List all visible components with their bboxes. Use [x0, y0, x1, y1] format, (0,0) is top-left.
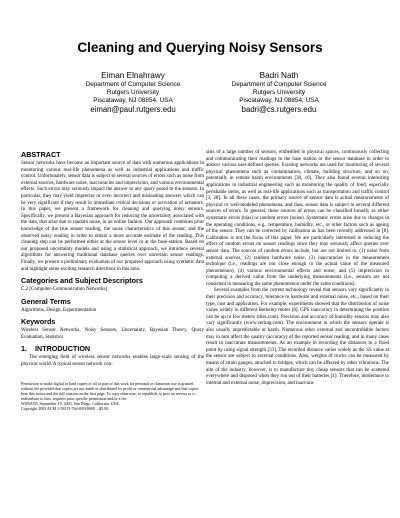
- author-address: Piscataway, NJ 08854, USA: [239, 97, 319, 104]
- abstract-text: Sensor networks have become an important source of data with numerous applications in monitoring various real-life phenomena as well as industrial applications and traffic control. Unfortunately, sensor data is subject to several sources of errors such as noise from external sources, hardware noise, inaccuracies and imprecision, and various environmental effects. Such errors may seriously impact the answer to any query posed to the sensors. In particular, they may yield imprecise or even incorrect and misleading answers which can be very significant if they result in immediate critical decisions or activation of actuators. In this paper, we present a framework for cleaning and querying noisy sensors. Specifically, we present a Bayesian approach for reducing the uncertainty associated with the data, that arise due to random noise, in an online fashion. Our approach combines prior knowledge of the true sensor reading, the noise characteristics of this sensor, and the observed noisy reading in order to obtain a more accurate estimate of the reading. This cleaning step can be performed either at the sensor level or at the base-station. Based on our proposed uncertainty models and using a statistical approach, we introduce several algorithms for answering traditional database queries over uncertain sensor readings. Finally, we present a preliminary evaluation of our proposed approach using synthetic data and highlight some exciting research directions in this area.: [21, 161, 204, 272]
- author-block: [48, 71, 218, 115]
- left-column: [21, 150, 204, 411]
- copyright-line: Copyright 2003 ACM 1-58113-764-8/03/0009 ...$5.00.: [21, 405, 110, 411]
- body-paragraph: sists of a large number of sensors, embedded in physical spaces, continuously collecting and communicating their readings to the base station or the sensor database in order to answer various user-defined queries. Existing networks are used for monitoring of several physical phenomena such as contamination, climate, building structure, and so on, potentially in remote harsh environments [30, 16]. They also found several interesting applications in industrial engineering such as monitoring the quality of food, especially perishable items, as well as real-life applications such as transportation and traffic control [3, 28]. In all these cases, the primary source of sensor data is actual measurements of physical or well-modeled phenomena, and thus, sensor data is subject to several different sources of errors. In general, these sources of errors can be classified broadly as either systematic errors (bias) or random errors (noise). Systematic errors arise due to changes in the operating conditions, e.g., temperature, humidity, etc., or other factors such as ageing of the sensor. They can be corrected by calibration as has been recently addressed in [8]. Calibration is not the focus of this paper. We are particularly interested in reducing the effect of random errors on sensor readings since they may seriously affect queries over sensor data. The sources of random errors include, but are not limited to, (1) noise from external sources, (2) random hardware noise, (3) inaccuracies in the measurement technique (i.e., readings are not close enough to the actual value of the measured phenomenon), (4) various environmental effects and noise, and (5) imprecision in computing a derived value from the underlying measurements (i.e., sensors are not consistent in measuring the same phenomenon under the same conditions).: [206, 150, 389, 287]
- author-block: [194, 71, 364, 115]
- section-number: 1.: [21, 344, 27, 354]
- author-university: Rutgers University: [106, 89, 160, 96]
- introduction-heading: [21, 344, 204, 353]
- abstract-heading: ABSTRACT: [21, 150, 61, 159]
- author-email: badri@cs.rutgers.edu: [241, 105, 317, 114]
- general-terms-text: Algorithms, Design, Experimentation: [21, 307, 97, 313]
- keywords-text: Wireless Sensor Networks, Noisy Sensors, Uncertainty, Bayesian Theory, Query Evaluation, Statistics: [21, 328, 204, 340]
- author-name: Badri Nath: [259, 71, 299, 80]
- author-department: Department of Computer Science: [85, 81, 181, 88]
- introduction-text: The emerging field of wireless sensor networks enables large-scale sensing of the physical world. A typical sensor network con-: [21, 355, 204, 368]
- right-column: [206, 150, 389, 387]
- body-paragraph: Several examples from the current technology reveal that sensors vary significantly in their precision and accuracy, tolerance to hardware and external noise, etc., based on their type, cost and application. For example, experiments showed that the distribution of noise varies widely in different Berkeley motes [8]. GPS inaccuracy in determining the position can be up to few meters (tiles.com). Precision and accuracy of humidity sensors may also vary significantly (www.veritag.com). The environment in which the sensors operate is also usually unpredictable or harsh. Numerous other external and uncontrollable factors may in turn affect the quality (accuracy) of the reported sensor reading, and in many cases result in inaccurate measurements. As an example in recording the distances to a fixed point by using signal strength [33]. The recorded distance varies widely as the SS value at the sensor are subject to external conditions. Also, weights of trucks can be measured by means of strain gauges, attached to bridges, which can be affected by other vibrations. The aim of the industry, however, is to manufacture tiny cheap sensors that can be scattered everywhere and disposed when they run out of their batteries [1]. Therefore, intolerance to internal and external noise, imprecision, and inaccura-: [206, 288, 389, 386]
- permission-notice: Permission to make digital or hard copies of all or part of this work for personal or classroom use is granted without fee provided that copies are not made or distributed for profit or commercial advantage and that copies bear this notice and the full citation on the first page. To copy otherwise, to republish, to post on servers or to redistribute to lists, requires prior specific permission and/or a fee.: [21, 380, 199, 401]
- author-department: Department of Computer Science: [231, 81, 327, 88]
- copyright-footer: [21, 381, 204, 411]
- categories-heading: Categories and Subject Descriptors: [21, 276, 143, 286]
- author-university: Rutgers University: [252, 89, 306, 96]
- general-terms-heading: General Terms: [21, 296, 71, 306]
- author-address: Piscataway, NJ 08854, USA: [93, 97, 173, 104]
- author-name: Eiman Elnahrawy: [101, 71, 165, 80]
- keywords-heading: Keywords: [21, 317, 56, 327]
- venue-line: WSNA'03, September 19, 2003, San Diego, California, USA.: [21, 400, 120, 406]
- author-email: eiman@paul.rutgers.edu: [90, 105, 176, 114]
- paper-title: Cleaning and Querying Noisy Sensors: [77, 40, 323, 55]
- section-title: INTRODUCTION: [35, 344, 91, 354]
- categories-text: C.2 [Computer-Communication Networks]: [21, 287, 108, 293]
